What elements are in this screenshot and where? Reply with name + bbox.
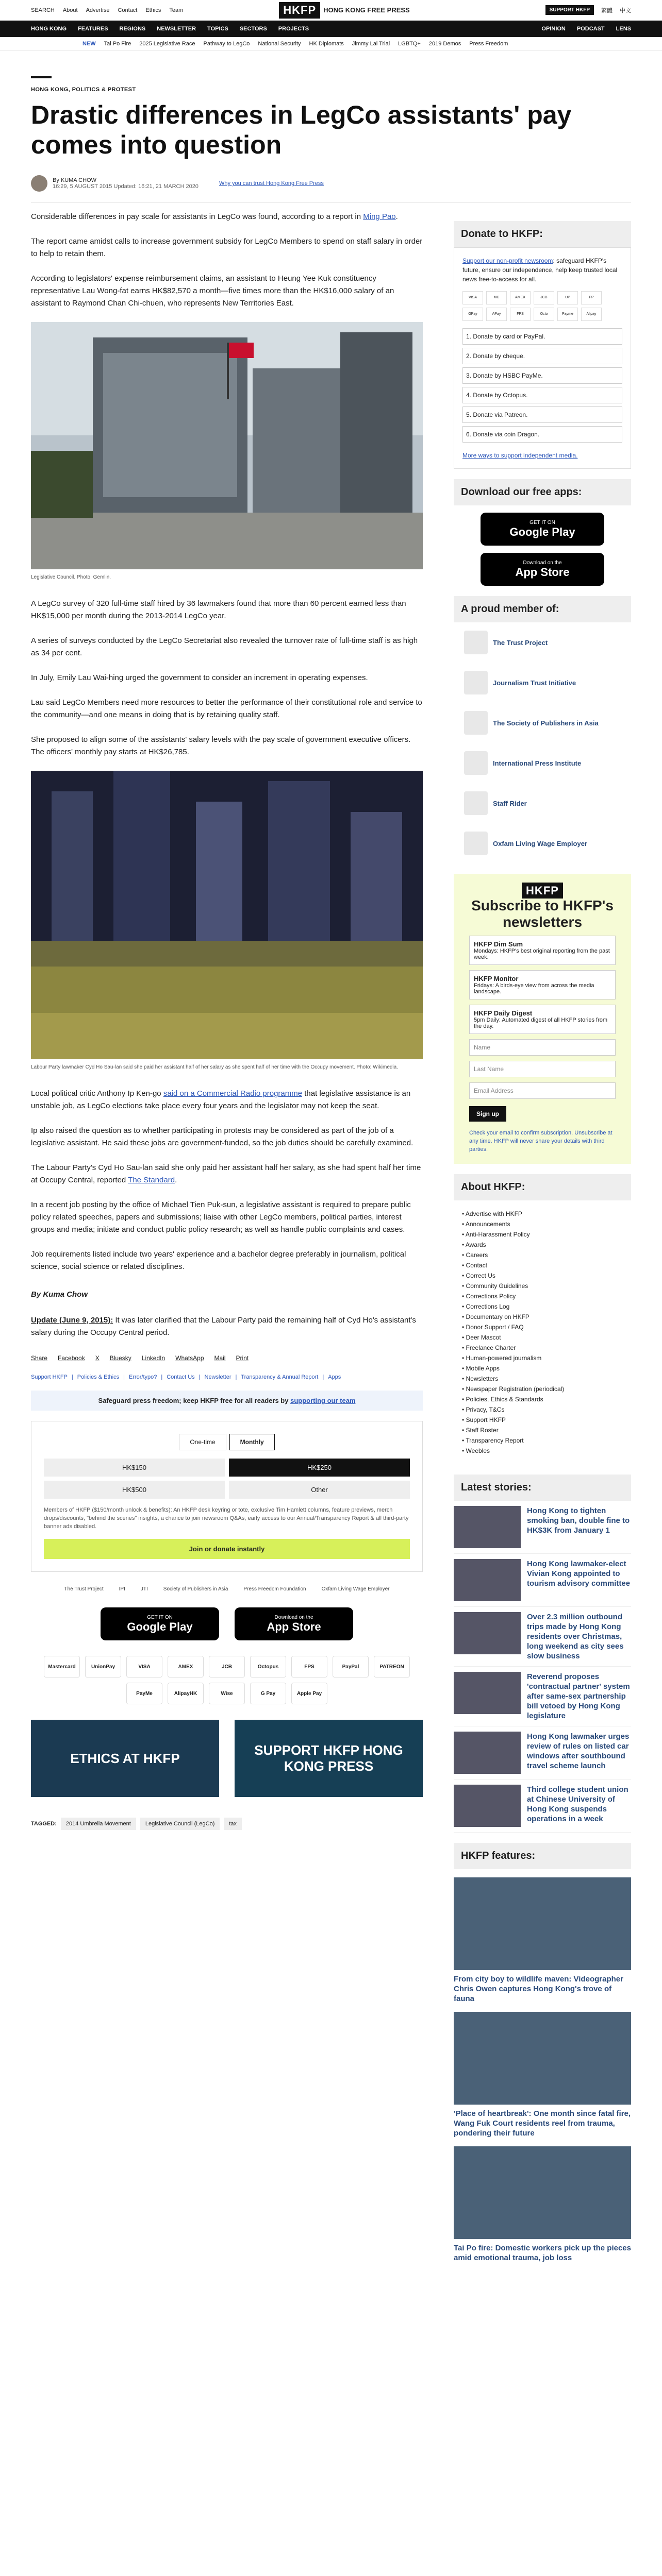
nav-projects[interactable]: PROJECTS	[278, 26, 309, 32]
top-link-advertise[interactable]: Advertise	[86, 7, 110, 13]
publish-date: 16:29, 5 AUGUST 2015	[53, 183, 112, 190]
paragraph: Ip also raised the question as to whether participating in protests may be considered as part of the job of a legislative assistant. He said these jobs are government-funded, so the job duties should be carefully examined.	[31, 1126, 413, 1147]
member-benefits: Members of HKFP ($150/month unlock & benefits): An HKFP desk keyring or tote, exclusive Tim Hamlett columns, feature previews, merch drops/discounts, "behind the scenes" insights, a chance to join newsroom Q&As, early access to our Annual/Transparency Report & all third-party banner ads disabled.	[44, 1507, 409, 1530]
amount-option[interactable]: HK$150	[44, 1459, 225, 1477]
payment-logo: Octopus	[250, 1656, 286, 1677]
option-name: HKFP Daily Digest	[474, 1009, 533, 1017]
paragraph: In July, Emily Lau Wai-hing urged the government to consider an increment in operating expenses.	[31, 673, 368, 682]
text: Considerable differences in pay scale for assistants in LegCo was found, according to a report in	[31, 212, 363, 221]
about-link[interactable]: • Support HKFP	[462, 1415, 623, 1425]
badge-small-text: GET IT ON	[529, 519, 555, 526]
amount-grid	[44, 1459, 410, 1499]
card-logo: AMEX	[510, 291, 531, 304]
share-bar	[31, 1354, 423, 1362]
share-print[interactable]: Print	[236, 1354, 249, 1362]
newsletter-box	[454, 874, 631, 1164]
freq-monthly[interactable]: Monthly	[229, 1434, 275, 1450]
story-thumbnail[interactable]	[454, 1559, 521, 1601]
trust-link[interactable]: Why you can trust Hong Kong Free Press	[219, 180, 324, 187]
about-link[interactable]: • Newspaper Registration (periodical)	[462, 1384, 623, 1394]
promo-banners	[31, 1720, 423, 1797]
tags-label: TAGGED:	[31, 1821, 57, 1827]
top-link-team[interactable]: Team	[169, 7, 184, 13]
footer-link[interactable]: Apps	[328, 1374, 341, 1380]
badge-small-text: Download on the	[523, 560, 562, 566]
site-logo[interactable]	[279, 2, 409, 19]
partner-logo[interactable]: Society of Publishers in Asia	[163, 1586, 228, 1592]
member-badge	[464, 751, 488, 775]
payment-logo: Wise	[209, 1683, 245, 1704]
latest-story[interactable]	[454, 1607, 631, 1667]
tags	[31, 1818, 423, 1830]
member-heading: A proud member of:	[454, 596, 631, 622]
story-title[interactable]: Hong Kong to tighten smoking ban, double fine to HK$3K from January 1	[527, 1506, 630, 1535]
donate-method[interactable]: 2. Donate by cheque.	[462, 348, 622, 364]
story-title[interactable]: Hong Kong lawmaker-elect Vivian Kong appointed to tourism advisory committee	[527, 1560, 631, 1588]
top-right	[545, 5, 631, 15]
paragraph: Job requirements listed include two years' experience and a bachelor degree preferably in journalism, political science, social science or related disciplines.	[31, 1250, 406, 1271]
about-link[interactable]: • Corrections Log	[462, 1301, 623, 1312]
byline	[31, 175, 631, 192]
search-link[interactable]: SEARCH	[31, 7, 55, 13]
partner-logo[interactable]: Press Freedom Foundation	[243, 1586, 306, 1592]
partner-logo[interactable]: The Trust Project	[64, 1586, 104, 1592]
donate-widget	[31, 1421, 423, 1572]
share-label[interactable]: Share	[31, 1354, 48, 1362]
frequency-toggle	[44, 1434, 410, 1450]
member-name: Oxfam Living Wage Employer	[493, 839, 588, 848]
byline-text	[53, 177, 198, 190]
about-link[interactable]: • Advertise with HKFP	[462, 1209, 623, 1219]
nav-topics[interactable]: TOPICS	[207, 26, 228, 32]
about-link[interactable]: • Mobile Apps	[462, 1363, 623, 1374]
paragraph	[31, 1162, 423, 1187]
newsletter-note: Check your email to confirm subscription. Unsubscribe at any time. HKFP will never share your details with third parties.	[469, 1130, 613, 1153]
trending-item[interactable]: Pathway to LegCo	[203, 40, 250, 47]
card-logos	[462, 291, 622, 321]
features-list	[454, 1877, 631, 2263]
about-link[interactable]: • Community Guidelines	[462, 1281, 623, 1291]
logo-mark: HKFP	[279, 2, 320, 19]
member-badge	[464, 671, 488, 694]
more-ways-link[interactable]: More ways to support independent media.	[462, 452, 578, 459]
story-title[interactable]: Reverend proposes 'contractual partner' system after same-sex partnership bill vetoed by Hong Kong legislature	[527, 1672, 630, 1720]
text: .	[175, 1176, 177, 1184]
latest-list	[454, 1501, 631, 1833]
ming-pao-link[interactable]: Ming Pao	[363, 212, 396, 221]
feature-story[interactable]	[454, 2146, 631, 2263]
lang-traditional[interactable]: 繁體	[601, 7, 613, 14]
payment-logo: G Pay	[250, 1683, 286, 1704]
about-link[interactable]: • Correct Us	[462, 1270, 623, 1281]
option-name: HKFP Monitor	[474, 975, 519, 982]
share-whatsapp[interactable]: WhatsApp	[175, 1354, 204, 1362]
content-columns	[31, 211, 631, 2263]
trending-label: NEW	[82, 40, 96, 47]
notice-text: Safeguard press freedom; keep HKFP free for all readers by	[98, 1397, 291, 1404]
option-desc: 5pm Daily: Automated digest of all HKFP stories from the day.	[474, 1017, 608, 1029]
donate-method[interactable]: 6. Donate via coin Dragon.	[462, 426, 622, 443]
trending-bar	[0, 37, 662, 50]
logo-text: HONG KONG FREE PRESS	[323, 6, 410, 14]
support-team-link[interactable]: supporting our team	[290, 1397, 356, 1404]
about-link[interactable]: • Contact	[462, 1260, 623, 1270]
trending-item[interactable]: National Security	[258, 40, 301, 47]
story-thumbnail[interactable]	[454, 1506, 521, 1548]
app-store-badge[interactable]	[235, 1607, 353, 1640]
card-logo: FPS	[510, 308, 531, 321]
paragraph: She proposed to align some of the assistants' salary levels with the pay scale of government executive officers. The officers' monthly pay starts at HK$26,785.	[31, 735, 411, 756]
first-name-field[interactable]: Name	[469, 1039, 616, 1056]
article-footer-links: Support HKFP | Policies & Ethics | Error/typo? | Contact Us | Newsletter | Transparency & Annual Report | Apps	[31, 1374, 341, 1380]
about-link[interactable]: • Anti-Harassment Policy	[462, 1229, 623, 1240]
features-heading: HKFP features:	[454, 1843, 631, 1869]
feature-title[interactable]: From city boy to wildlife maven: Videographer Chris Owen captures Hong Kong's trove of fauna	[454, 1975, 623, 2003]
sidebar-donate	[454, 247, 631, 469]
amount-option-selected[interactable]: HK$250	[229, 1459, 410, 1477]
donate-text: : safeguard HKFP's future, ensure our independence, help keep trusted local news free-to-access for all.	[462, 257, 618, 283]
occupy-photo[interactable]	[31, 771, 423, 1059]
latest-story[interactable]	[454, 1667, 631, 1726]
latest-heading: Latest stories:	[454, 1475, 631, 1501]
member-name: The Trust Project	[493, 638, 548, 647]
lang-chinese[interactable]: 中文	[620, 7, 631, 14]
trending-item[interactable]: 2025 Legislative Race	[139, 40, 195, 47]
nav-opinion[interactable]: OPINION	[541, 26, 566, 32]
member-badge	[464, 631, 488, 654]
share-facebook[interactable]: Facebook	[58, 1354, 85, 1362]
footer-link[interactable]: Transparency & Annual Report	[241, 1374, 319, 1380]
about-link[interactable]: • Policies, Ethics & Standards	[462, 1394, 623, 1404]
feature-title[interactable]: Tai Po fire: Domestic workers pick up the pieces amid emotional trauma, job loss	[454, 2244, 631, 2262]
feature-title[interactable]: 'Place of heartbreak': One month since fatal fire, Wang Fuk Court residents reel from trauma, pondering their future	[454, 2109, 631, 2138]
latest-story[interactable]	[454, 1780, 631, 1833]
nonprofit-link[interactable]: Support our non-profit newsroom	[462, 257, 553, 264]
top-bar	[0, 0, 662, 21]
story-thumbnail[interactable]	[454, 1612, 521, 1654]
badge-text: App Store	[267, 1620, 321, 1633]
update-text: It was later clarified that the Labour Party paid the remaining half of Cyd Ho's assistant's salary during the Occupy Central period.	[31, 1316, 416, 1337]
paragraph: In a recent job posting by the office of Michael Tien Puk-sun, a legislative assistant is required to prepare public policy related speeches, papers and submissions; liaise with other LegCo members, political parties, interest groups and media; initiate and conduct public policy research; as well as handle public complaints and cases.	[31, 1200, 411, 1234]
nav-features[interactable]: FEATURES	[78, 26, 108, 32]
paragraph	[31, 211, 423, 223]
figure-legco	[31, 322, 423, 580]
card-logo: VISA	[462, 291, 483, 304]
legco-photo[interactable]	[31, 322, 423, 569]
footer-link[interactable]: Error/typo?	[128, 1374, 157, 1380]
updated-date: Updated: 16:21, 21 MARCH 2020	[113, 183, 198, 190]
trending-item[interactable]: LGBTQ+	[398, 40, 421, 47]
about-link[interactable]: • Staff Roster	[462, 1425, 623, 1435]
top-link-contact[interactable]: Contact	[118, 7, 138, 13]
paragraph: A series of surveys conducted by the LegCo Secretariat also revealed the turnover rate of full-time staff is as high as 34 per cent.	[31, 636, 418, 657]
member-name: Staff Rider	[493, 799, 527, 807]
text: The Labour Party's Cyd Ho Sau-lan said she only paid her assistant half her salary, as she had spent half her time at Occupy Central, reported	[31, 1163, 421, 1184]
partner-logo[interactable]: Oxfam Living Wage Employer	[321, 1586, 390, 1592]
text: Local political critic Anthony Ip Ken-go	[31, 1089, 163, 1098]
paragraph: Lau said LegCo Members need more resources to better the performance of their constitutional role and service to the community—and one means in doing that is by retaining quality staff.	[31, 698, 422, 719]
page-wrap	[31, 76, 631, 2263]
feature-story[interactable]	[454, 2012, 631, 2138]
donate-method[interactable]: 5. Donate via Patreon.	[462, 406, 622, 423]
payment-logo: PATREON	[374, 1656, 410, 1677]
feature-image[interactable]	[454, 2012, 631, 2105]
payment-logo: PayPal	[333, 1656, 369, 1677]
tag[interactable]: Legislative Council (LegCo)	[140, 1818, 220, 1830]
tag[interactable]: tax	[224, 1818, 242, 1830]
payment-logo: Mastercard	[44, 1656, 80, 1677]
story-thumbnail[interactable]	[454, 1785, 521, 1827]
card-logo: GPay	[462, 308, 483, 321]
sidebar	[454, 211, 631, 2263]
paragraph	[31, 1088, 423, 1112]
payment-logo: AMEX	[168, 1656, 204, 1677]
card-logo: JCB	[534, 291, 554, 304]
figure-caption: Labour Party lawmaker Cyd Ho Sau-lan said she paid her assistant half of her salary as she spent half of her time with the Occupy movement. Photo: Wikimedia.	[31, 1064, 399, 1070]
member-logo[interactable]	[454, 743, 631, 783]
partner-logo[interactable]: JTI	[140, 1586, 148, 1592]
member-logo[interactable]	[454, 703, 631, 743]
newsletter-logo: HKFP	[522, 883, 563, 899]
newsletter-option[interactable]	[469, 1005, 616, 1034]
story-thumbnail[interactable]	[454, 1732, 521, 1774]
top-link-about[interactable]: About	[62, 7, 78, 13]
member-badge	[464, 832, 488, 855]
about-link[interactable]: • Donor Support / FAQ	[462, 1322, 623, 1332]
member-badge	[464, 711, 488, 735]
payment-logo: FPS	[291, 1656, 327, 1677]
feature-story[interactable]	[454, 1877, 631, 2004]
ethics-banner[interactable]: ETHICS AT HKFP	[31, 1720, 219, 1797]
support-notice	[31, 1391, 423, 1411]
member-name: International Press Institute	[493, 759, 582, 767]
about-link[interactable]: • Awards	[462, 1240, 623, 1250]
story-title[interactable]: Over 2.3 million outbound trips made by Hong Kong residents over Christmas, long weekend as city sees slow business	[527, 1613, 624, 1660]
about-heading: About HKFP:	[454, 1174, 631, 1200]
publish-dates	[53, 183, 198, 190]
apps-heading: Download our free apps:	[454, 479, 631, 505]
footer-link[interactable]: Policies & Ethics	[77, 1374, 120, 1380]
article-body	[31, 211, 423, 2263]
member-logo[interactable]	[454, 823, 631, 863]
badge-small-text: Download on the	[274, 1614, 313, 1620]
donate-methods	[462, 328, 622, 443]
story-title[interactable]: Third college student union at Chinese University of Hong Kong suspends operations in a week	[527, 1785, 628, 1823]
nav-hong-kong[interactable]: HONG KONG	[31, 26, 67, 32]
badge-small-text: GET IT ON	[147, 1614, 173, 1620]
member-logo[interactable]	[454, 622, 631, 663]
title-rule	[31, 76, 52, 78]
paragraph: A LegCo survey of 320 full-time staff hired by 36 lawmakers found that more than 60 percent earned less than HK$15,000 per month during the 2013-2014 LegCo year.	[31, 599, 406, 620]
google-play-badge[interactable]	[101, 1607, 219, 1640]
card-logo: PP	[581, 291, 602, 304]
trending-item[interactable]: Press Freedom	[469, 40, 508, 47]
payment-logo: JCB	[209, 1656, 245, 1677]
about-link[interactable]: • Careers	[462, 1250, 623, 1260]
paragraph: The report came amidst calls to increase government subsidy for LegCo Members to spend on staff salary in order to help to retain them.	[31, 237, 423, 258]
text: that legislative assistance is an unstable job, as LegCo elections take place every four years and the legislator may not keep the seat.	[31, 1089, 411, 1110]
payment-logo: AlipayHK	[168, 1683, 204, 1704]
top-link-ethics[interactable]: Ethics	[145, 7, 161, 13]
join-button[interactable]: Join or donate instantly	[44, 1539, 410, 1559]
trending-item[interactable]: HK Diplomats	[309, 40, 344, 47]
card-logo: UP	[557, 291, 578, 304]
nav-lens[interactable]: LENS	[616, 26, 631, 32]
radio-programme-link[interactable]: said on a Commercial Radio programme	[163, 1089, 303, 1098]
card-logo: APay	[486, 308, 507, 321]
member-badge	[464, 791, 488, 815]
newsletter-option[interactable]	[469, 936, 616, 965]
article-title: Drastic differences in LegCo assistants' pay comes into question	[31, 100, 572, 159]
main-nav	[0, 21, 662, 37]
newsletter-title: Subscribe to HKFP's newsletters	[471, 897, 614, 930]
member-logo[interactable]	[454, 783, 631, 823]
badge-text: Google Play	[509, 525, 575, 538]
support-banner[interactable]: SUPPORT HKFP HONG KONG PRESS	[235, 1720, 423, 1797]
partner-logo[interactable]: IPI	[119, 1586, 125, 1592]
amount-option[interactable]: Other	[229, 1481, 410, 1499]
about-link[interactable]: • Newsletters	[462, 1374, 623, 1384]
badge-text: Google Play	[127, 1620, 193, 1633]
about-link[interactable]: • Weebles	[462, 1446, 623, 1456]
member-name: Journalism Trust Initiative	[493, 679, 576, 687]
footer-link[interactable]: Newsletter	[204, 1374, 231, 1380]
signature: By Kuma Chow	[31, 1290, 88, 1299]
trending-item[interactable]: Jimmy Lai Trial	[352, 40, 390, 47]
author-name[interactable]: By KUMA CHOW	[53, 177, 96, 183]
card-logo: Payme	[557, 308, 578, 321]
payment-methods	[31, 1656, 423, 1704]
about-list	[454, 1200, 631, 1464]
latest-story[interactable]	[454, 1554, 631, 1607]
about-link[interactable]: • Privacy, T&Cs	[462, 1404, 623, 1415]
top-links	[63, 7, 183, 13]
share-mail[interactable]: Mail	[214, 1354, 226, 1362]
donate-method[interactable]: 3. Donate by HSBC PayMe.	[462, 367, 622, 384]
app-store-badge[interactable]	[481, 553, 604, 586]
share-x[interactable]: X	[95, 1354, 100, 1362]
donate-method[interactable]: 4. Donate by Octopus.	[462, 387, 622, 403]
about-link[interactable]: • Transparency Report	[462, 1435, 623, 1446]
signup-button[interactable]: Sign up	[469, 1106, 506, 1122]
nav-sectors[interactable]: SECTORS	[239, 26, 267, 32]
update-label: Update (June 9, 2015):	[31, 1316, 113, 1325]
support-button[interactable]: SUPPORT HKFP	[545, 5, 594, 15]
footer-link[interactable]: Contact Us	[167, 1374, 195, 1380]
newsletter-option[interactable]	[469, 970, 616, 999]
donate-heading: Donate to HKFP:	[454, 221, 631, 247]
figure-occupy	[31, 771, 423, 1070]
nav-podcast[interactable]: PODCAST	[576, 26, 605, 32]
article-category[interactable]: HONG KONG, POLITICS & PROTEST	[31, 87, 136, 93]
member-logo[interactable]	[454, 663, 631, 703]
nav-regions[interactable]: REGIONS	[119, 26, 146, 32]
paragraph: According to legislators' expense reimbursement claims, an assistant to Heung Yee Kuk constituency representative Lau Wong-fat earns HK$82,570 a month—five times more than the HK$16,000 salary of an assistant to Raymond Chan Chi-chuen, who represents New Territories East.	[31, 274, 394, 308]
amount-option[interactable]: HK$500	[44, 1481, 225, 1499]
trending-item[interactable]: 2019 Demos	[428, 40, 461, 47]
latest-story[interactable]	[454, 1726, 631, 1780]
tag[interactable]: 2014 Umbrella Movement	[61, 1818, 136, 1830]
payment-logo: VISA	[126, 1656, 162, 1677]
option-desc: Mondays: HKFP's best original reporting from the past week.	[474, 948, 610, 960]
member-name: The Society of Publishers in Asia	[493, 719, 599, 727]
share-bluesky[interactable]: Bluesky	[109, 1354, 131, 1362]
payment-logo: PayMe	[126, 1683, 162, 1704]
payment-logo: UnionPay	[85, 1656, 121, 1677]
feature-image[interactable]	[454, 2146, 631, 2239]
nav-newsletter[interactable]: NEWSLETTER	[157, 26, 196, 32]
about-link[interactable]: • Deer Mascot	[462, 1332, 623, 1343]
author-avatar	[31, 175, 47, 192]
story-title[interactable]: Hong Kong lawmaker urges review of rules on listed car windows after southbound travel scheme launch	[527, 1732, 630, 1770]
badge-text: App Store	[515, 565, 570, 579]
text: .	[395, 212, 398, 221]
share-linkedin[interactable]: LinkedIn	[141, 1354, 166, 1362]
latest-story[interactable]	[454, 1501, 631, 1554]
app-badges	[31, 1607, 423, 1640]
footer-link[interactable]: Support HKFP	[31, 1374, 68, 1380]
card-logo: MC	[486, 291, 507, 304]
option-name: HKFP Dim Sum	[474, 940, 523, 948]
payment-logo: Apple Pay	[291, 1683, 327, 1704]
feature-image[interactable]	[454, 1877, 631, 1970]
about-link[interactable]: • Freelance Charter	[462, 1343, 623, 1353]
donate-method[interactable]: 1. Donate by card or PayPal.	[462, 328, 622, 345]
the-standard-link[interactable]: The Standard	[128, 1176, 175, 1184]
story-thumbnail[interactable]	[454, 1672, 521, 1714]
card-logo: Alipay	[581, 308, 602, 321]
partner-logos	[31, 1586, 423, 1592]
update-note	[31, 1314, 423, 1339]
figure-caption: Legislative Council. Photo: Gemlin.	[31, 574, 111, 580]
freq-one-time[interactable]: One-time	[179, 1434, 226, 1450]
last-name-field[interactable]: Last Name	[469, 1061, 616, 1077]
about-link[interactable]: • Documentary on HKFP	[462, 1312, 623, 1322]
card-logo: Octo	[534, 308, 554, 321]
option-desc: Fridays: A birds-eye view from across the media landscape.	[474, 982, 594, 995]
google-play-badge[interactable]	[481, 513, 604, 546]
trending-item[interactable]: Tai Po Fire	[104, 40, 131, 47]
email-field[interactable]: Email Address	[469, 1082, 616, 1099]
about-link[interactable]: • Corrections Policy	[462, 1291, 623, 1301]
about-link[interactable]: • Human-powered journalism	[462, 1353, 623, 1363]
about-link[interactable]: • Announcements	[462, 1219, 623, 1229]
